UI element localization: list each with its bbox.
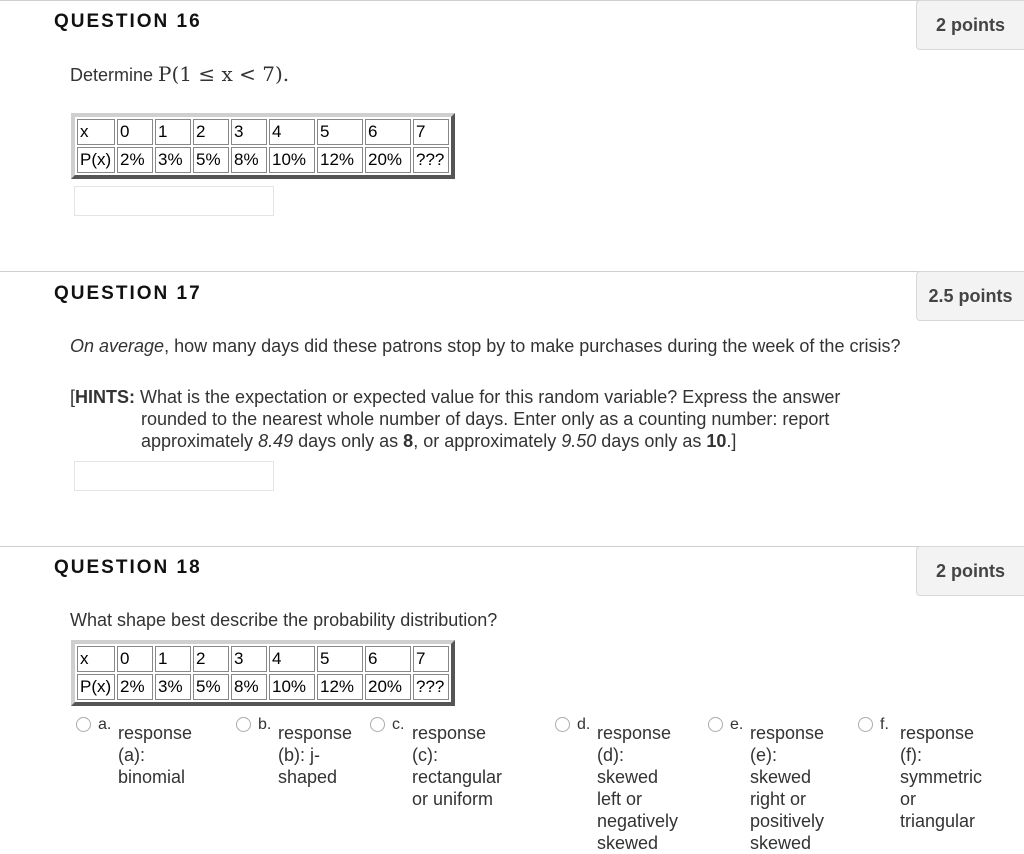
choice-letter: f. <box>880 716 889 733</box>
question-17-prompt-rest: , how many days did these patrons stop by to make purchases during the week of the crisis? <box>164 336 901 356</box>
choice-line: skewed <box>597 833 659 853</box>
choice-line: or uniform <box>412 789 494 809</box>
choice-line: response <box>597 723 672 743</box>
question-16-prompt <box>70 63 289 86</box>
table-cell: 5 <box>317 646 363 672</box>
choice-label <box>412 722 502 810</box>
table-cell: 8% <box>231 147 267 173</box>
table-row-px <box>77 674 449 700</box>
table-cell: 7 <box>413 646 449 672</box>
table-cell: 20% <box>365 147 411 173</box>
hint-open-bracket: [ <box>70 387 76 407</box>
table-cell: 3% <box>155 147 191 173</box>
radio-button-f[interactable] <box>858 717 873 732</box>
hint-close: .] <box>726 431 737 451</box>
choice-line: (c): rectangular <box>412 745 503 787</box>
choice-line: positively <box>750 811 825 831</box>
table-cell: 6 <box>365 119 411 145</box>
choice-label <box>750 722 824 854</box>
question-16-prompt-math: P(1 ≤ x < 7). <box>158 62 290 86</box>
choice-line: response <box>118 723 193 743</box>
table-cell: x <box>77 646 115 672</box>
table-cell: 8% <box>231 674 267 700</box>
question-18-prompt: What shape best describe the probability distribution? <box>70 610 498 630</box>
hint-answer-1: 8 <box>403 431 414 451</box>
radio-button-d[interactable] <box>555 717 570 732</box>
choice-line: left or <box>597 789 643 809</box>
choice-line: response <box>750 723 825 743</box>
choice-label <box>118 722 192 788</box>
table-cell: 10% <box>269 147 315 173</box>
choice-letter: b. <box>258 716 272 733</box>
choice-line: response <box>278 723 353 743</box>
table-cell: 3 <box>231 646 267 672</box>
question-16-top-border <box>0 0 1024 1</box>
question-16-title: QUESTION 16 <box>54 11 202 32</box>
table-cell: P(x) <box>77 674 115 700</box>
question-18-title: QUESTION 18 <box>54 557 202 578</box>
choice-label <box>597 722 678 854</box>
table-cell: 4 <box>269 119 315 145</box>
hint-example-2: 9.50 <box>561 431 597 451</box>
table-row-x <box>77 119 449 145</box>
table-cell: 5% <box>193 674 229 700</box>
choice-line: response <box>412 723 487 743</box>
choice-letter: d. <box>577 716 591 733</box>
table-cell: 5 <box>317 119 363 145</box>
table-cell: 6 <box>365 646 411 672</box>
table-cell: 4 <box>269 646 315 672</box>
choice-line: (b): j- <box>278 745 320 765</box>
question-17-title: QUESTION 17 <box>54 283 202 304</box>
table-cell: 2 <box>193 119 229 145</box>
radio-button-a[interactable] <box>76 717 91 732</box>
table-cell: 12% <box>317 147 363 173</box>
table-cell: x <box>77 119 115 145</box>
table-cell: 1 <box>155 119 191 145</box>
choice-letter: c. <box>392 716 405 733</box>
choice-label <box>278 722 352 788</box>
hint-text: What is the expectation or expected value for this random variable? Express the answer rounded to the nearest whole number of days. Enter only as a counting number: report approximately <box>135 387 841 451</box>
hint-label: HINTS: <box>75 387 136 407</box>
question-18-top-border <box>0 546 1024 547</box>
question-17-prompt-italic: On average <box>70 336 165 356</box>
question-17-top-border <box>0 271 1024 272</box>
question-16-probability-table <box>71 113 455 179</box>
choice-letter: a. <box>98 716 112 733</box>
choice-label <box>900 722 982 832</box>
hint-text: days only as <box>293 431 404 451</box>
table-cell: ??? <box>413 674 449 700</box>
hint-text: , or approximately <box>413 431 562 451</box>
question-17-prompt <box>70 335 910 357</box>
table-cell: 7 <box>413 119 449 145</box>
choice-line: triangular <box>900 811 976 831</box>
question-16-prompt-prefix: Determine <box>70 65 159 85</box>
question-17-hint <box>70 386 910 452</box>
choice-line: negatively <box>597 811 679 831</box>
table-cell: 0 <box>117 119 153 145</box>
question-17-points: 2.5 points <box>916 271 1024 321</box>
question-17-answer-input[interactable] <box>74 461 274 491</box>
radio-button-c[interactable] <box>370 717 385 732</box>
table-cell: 3% <box>155 674 191 700</box>
question-16-answer-input[interactable] <box>74 186 274 216</box>
choice-line: (e): skewed <box>750 745 812 787</box>
choice-line: (d): skewed <box>597 745 659 787</box>
choice-line: symmetric <box>900 767 982 787</box>
choice-line: skewed <box>750 833 812 853</box>
radio-button-b[interactable] <box>236 717 251 732</box>
table-cell: 2% <box>117 147 153 173</box>
question-16-points: 2 points <box>916 0 1024 50</box>
hint-example-1: 8.49 <box>258 431 294 451</box>
choice-line: or <box>900 789 917 809</box>
choice-line: (f): <box>900 745 922 765</box>
table-cell: 0 <box>117 646 153 672</box>
table-cell: 2 <box>193 646 229 672</box>
table-cell: 20% <box>365 674 411 700</box>
table-cell: 3 <box>231 119 267 145</box>
table-row-px <box>77 147 449 173</box>
table-cell: ??? <box>413 147 449 173</box>
table-cell: 5% <box>193 147 229 173</box>
radio-button-e[interactable] <box>708 717 723 732</box>
choice-line: right or <box>750 789 807 809</box>
choice-line: (a): binomial <box>118 745 186 787</box>
hint-text: days only as <box>596 431 707 451</box>
choice-line: response <box>900 723 975 743</box>
table-cell: 12% <box>317 674 363 700</box>
question-18-probability-table <box>71 640 455 706</box>
choice-line: shaped <box>278 767 338 787</box>
table-cell: 2% <box>117 674 153 700</box>
table-cell: P(x) <box>77 147 115 173</box>
hint-answer-2: 10 <box>706 431 727 451</box>
table-cell: 1 <box>155 646 191 672</box>
choice-letter: e. <box>730 716 744 733</box>
question-18-points: 2 points <box>916 546 1024 596</box>
table-cell: 10% <box>269 674 315 700</box>
table-row-x <box>77 646 449 672</box>
